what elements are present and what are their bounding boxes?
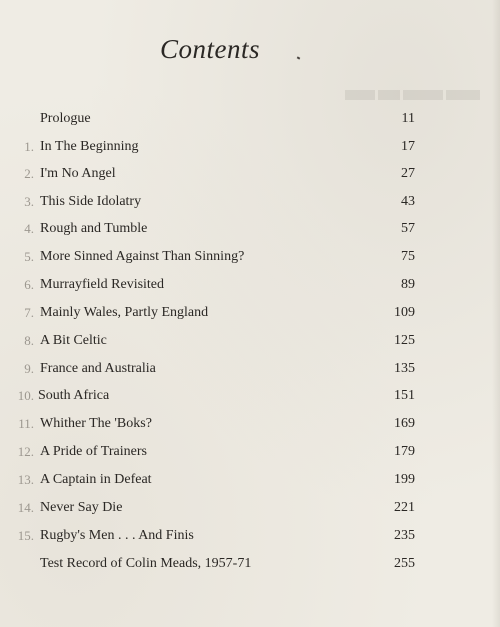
contents-entry — [0, 303, 500, 323]
page-number: 199 — [394, 472, 415, 487]
contents-entry — [0, 109, 500, 129]
page-number: 221 — [394, 500, 415, 515]
chapter-number: 8. — [24, 333, 34, 348]
page-number: 75 — [401, 249, 415, 264]
chapter-title: South Africa — [38, 388, 110, 403]
contents-entry — [0, 414, 500, 434]
chapter-title: Mainly Wales, Partly England — [40, 305, 209, 320]
chapter-number: 6. — [24, 277, 34, 292]
chapter-title: Whither The 'Boks? — [40, 416, 152, 431]
contents-entry — [0, 498, 500, 518]
chapter-number: 9. — [24, 361, 34, 376]
page-number: 255 — [394, 556, 415, 571]
chapter-number: 5. — [24, 249, 34, 264]
chapter-title: A Pride of Trainers — [40, 444, 147, 459]
page-edge-shadow — [492, 0, 500, 627]
contents-entry — [0, 526, 500, 546]
chapter-title: Murrayfield Revisited — [40, 277, 165, 292]
chapter-number: 13. — [17, 472, 34, 487]
page-number: 17 — [401, 139, 415, 154]
chapter-title: This Side Idolatry — [40, 194, 142, 209]
chapter-number: 14. — [17, 500, 34, 515]
page-number: 151 — [394, 388, 415, 403]
chapter-number: 2. — [24, 166, 34, 181]
chapter-title: In The Beginning — [40, 139, 139, 154]
page-number: 169 — [394, 416, 415, 431]
chapter-title: Never Say Die — [40, 500, 123, 515]
page-number: 179 — [394, 444, 415, 459]
chapter-number: 7. — [24, 305, 34, 320]
page-number: 27 — [401, 166, 415, 181]
chapter-title: I'm No Angel — [40, 166, 116, 181]
page-number: 109 — [394, 305, 415, 320]
chapter-number: 11. — [18, 416, 34, 431]
contents-entry — [0, 137, 500, 157]
chapter-number: 3. — [24, 194, 34, 209]
contents-entry — [0, 554, 500, 574]
contents-entry — [0, 331, 500, 351]
contents-entry — [0, 442, 500, 462]
page-number: 43 — [401, 194, 415, 209]
chapter-number: 10. — [17, 388, 34, 403]
contents-entry — [0, 219, 500, 239]
chapter-title: A Bit Celtic — [40, 333, 107, 348]
page-number: 135 — [394, 361, 415, 376]
contents-entry — [0, 359, 500, 379]
contents-entry — [0, 386, 500, 406]
page-number: 57 — [401, 221, 415, 236]
chapter-title: Test Record of Colin Meads, 1957-71 — [40, 556, 252, 571]
chapter-title: More Sinned Against Than Sinning? — [40, 249, 245, 264]
chapter-title: A Captain in Defeat — [40, 472, 152, 487]
chapter-number: 4. — [24, 221, 34, 236]
contents-entry — [0, 164, 500, 184]
chapter-number: 15. — [17, 528, 34, 543]
contents-entry — [0, 247, 500, 267]
contents-heading: Contents — [159, 34, 260, 64]
contents-entry — [0, 192, 500, 212]
chapter-title: France and Australia — [40, 361, 156, 376]
contents-entry — [0, 275, 500, 295]
page-number: 125 — [394, 333, 415, 348]
chapter-number: 12. — [17, 444, 34, 459]
page-number: 235 — [394, 528, 415, 543]
page-number: 89 — [401, 277, 415, 292]
contents-entry — [0, 470, 500, 490]
chapter-title: Rough and Tumble — [40, 221, 148, 236]
chapter-title: Rugby's Men . . . And Finis — [40, 528, 194, 543]
page-number: 11 — [401, 111, 415, 126]
chapter-title: Prologue — [40, 111, 91, 126]
chapter-number: 1. — [24, 139, 34, 154]
